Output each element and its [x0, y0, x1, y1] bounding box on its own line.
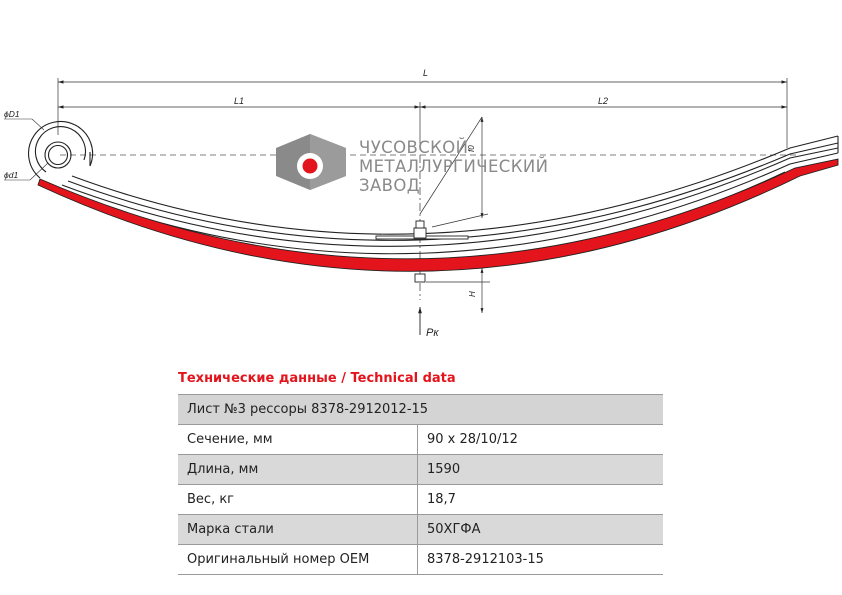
row-value: 90 х 28/10/12 — [418, 425, 664, 455]
label-l2: L2 — [598, 96, 609, 106]
spring-eye — [29, 121, 93, 178]
logo-line-2: МЕТАЛЛУРГИЧЕСКИЙ — [359, 157, 549, 176]
company-logo-text — [359, 138, 548, 195]
label-l: L — [423, 68, 429, 78]
label-eye-inner: ϕd1 — [4, 170, 19, 180]
height-dimension — [426, 268, 490, 313]
table-header-row — [178, 395, 663, 425]
row-value: 1590 — [418, 455, 664, 485]
logo-line-3: ЗАВОД — [359, 176, 421, 195]
row-value: 18,7 — [418, 485, 664, 515]
label-height: H — [468, 291, 477, 297]
table-row — [178, 425, 663, 455]
table-row — [178, 455, 663, 485]
row-label: Сечение, мм — [178, 425, 418, 455]
row-value: 50ХГФА — [418, 515, 664, 545]
logo-line-1: ЧУСОВСКОЙ — [359, 138, 469, 157]
row-label: Оригинальный номер OEM — [178, 545, 418, 575]
technical-data-table — [178, 394, 663, 575]
label-l1: L1 — [234, 96, 245, 106]
label-eye-outer: ϕD1 — [4, 109, 20, 119]
table-row — [178, 545, 663, 575]
company-logo-mark — [276, 134, 346, 190]
table-title: Технические данные / Technical data — [178, 371, 456, 386]
table-row — [178, 515, 663, 545]
label-load: Pк — [426, 327, 439, 339]
table-row — [178, 485, 663, 515]
label-deflection: f0 — [467, 145, 476, 152]
row-label: Марка стали — [178, 515, 418, 545]
row-label: Вес, кг — [178, 485, 418, 515]
row-value: 8378-2912103-15 — [418, 545, 664, 575]
table-header: Лист №3 рессоры 8378-2912012-15 — [178, 395, 663, 425]
row-label: Длина, мм — [178, 455, 418, 485]
